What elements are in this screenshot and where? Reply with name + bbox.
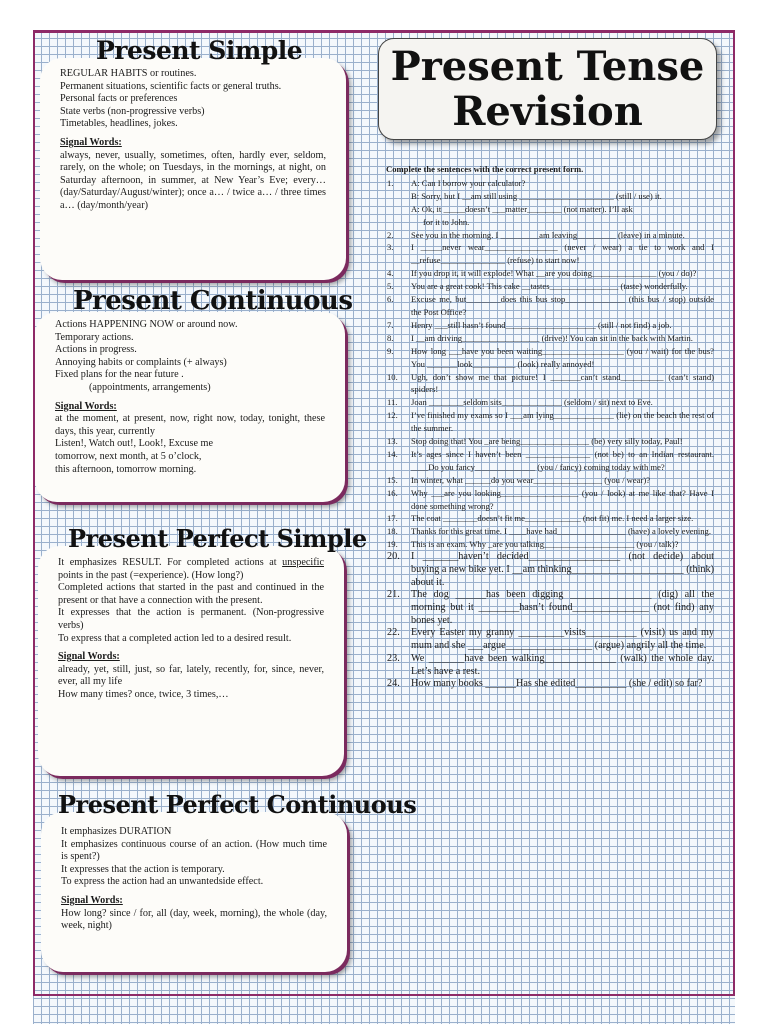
exercise-item bbox=[386, 551, 714, 589]
item-number: 14. bbox=[387, 448, 398, 459]
exercise-instruction: Complete the sentences with the correct present form. bbox=[386, 164, 584, 174]
signal-words-label: Signal Words: bbox=[60, 136, 122, 148]
present-continuous-box bbox=[35, 312, 345, 502]
item-text: In winter, what ______do you wear________________ (you / wear)? bbox=[411, 474, 651, 485]
item-number: 2. bbox=[387, 229, 394, 240]
exercise-item bbox=[386, 293, 714, 319]
item-text: I __am driving__________________ (drive)! You can sit in the back with Martin. bbox=[411, 332, 693, 343]
exercise-item bbox=[386, 448, 714, 474]
present-perfect-continuous-title: Present Perfect Continuous bbox=[58, 790, 417, 819]
exercise-item bbox=[386, 177, 714, 229]
item-number: 11. bbox=[387, 397, 398, 408]
item-number: 24. bbox=[387, 678, 400, 690]
signal-words-label: Signal Words: bbox=[61, 894, 123, 906]
dialogue-line: B: Sorry, but I __am still using ______________________ (still / use) it. bbox=[411, 190, 662, 201]
exercise-item bbox=[386, 241, 714, 267]
text-line: REGULAR HABITS or routines. bbox=[60, 68, 197, 79]
text-line: Personal facts or preferences bbox=[60, 93, 178, 105]
exercise-item bbox=[386, 512, 714, 525]
item-text: Thanks for this great time. I ____have had________________ (have) a lovely evening. bbox=[411, 526, 711, 537]
exercise-item bbox=[386, 267, 714, 280]
exercise-item bbox=[386, 627, 714, 652]
item-number: 15. bbox=[387, 474, 398, 485]
item-number: 7. bbox=[387, 319, 394, 330]
text-line: Timetables, headlines, jokes. bbox=[60, 118, 178, 130]
text-line: Annoying habits or complaints (+ always) bbox=[55, 356, 227, 368]
item-text: I _______haven’t decided__________________ (not decide) about buying a new bike yet. I __am thinking______________________ (think) about it. bbox=[411, 551, 714, 588]
dialogue-line: for it to John. bbox=[423, 216, 470, 227]
item-number: 10. bbox=[387, 371, 398, 382]
text-line: Fixed plans for the near future . bbox=[55, 369, 184, 381]
item-number: 16. bbox=[387, 487, 398, 498]
item-text: See you in the morning. I _________am leaving_________ (leave) in a minute. bbox=[411, 229, 685, 240]
present-perfect-simple-box bbox=[38, 546, 344, 776]
text-line: To express that a completed action led to a desired result. bbox=[58, 632, 292, 644]
item-text: It’s ages since I haven’t been _______________ (not be) to an Indian restaurant. ____Do you fancy______________ (you / fancy) coming today with me? bbox=[411, 448, 714, 472]
item-text: This is an exam. Why _are you talking_____________________ (you / talk)? bbox=[411, 539, 679, 550]
signal-words-line: at the moment, at present, now, right now, today, tonight, these days, this year, currently bbox=[55, 413, 325, 437]
item-text: Excuse me, but________does this bus stop______________ (this bus / stop) outside the Post Office? bbox=[411, 294, 714, 317]
page-title-line2: Revision bbox=[452, 88, 643, 135]
exercise-item bbox=[386, 487, 714, 513]
exercise-item bbox=[386, 371, 714, 397]
item-text: I’ve finished my exams so I ___am lying______________ (lie) on the beach the rest of the summer. bbox=[411, 410, 714, 434]
item-text: If you drop it, it will explode! What __are you doing_______________ (you / do)? bbox=[411, 268, 697, 279]
underlined-word: unspecific bbox=[282, 557, 324, 568]
item-number: 4. bbox=[387, 268, 394, 279]
signal-words-label: Signal Words: bbox=[55, 400, 117, 412]
exercise-item bbox=[386, 409, 714, 435]
present-perfect-simple-title: Present Perfect Simple bbox=[68, 524, 367, 553]
exercise-item bbox=[386, 678, 714, 691]
item-number: 8. bbox=[387, 332, 394, 343]
exercise-item bbox=[386, 319, 714, 332]
item-text: You are a great cook! This cake __tastes________________ (taste) wonderfully. bbox=[411, 281, 688, 292]
signal-words-label: Signal Words: bbox=[58, 651, 120, 663]
item-text: How long ___have you been waiting___________________ (you / wait) for the bus? You _______look__________ (look) really annoyed! bbox=[411, 345, 714, 369]
text-line: It emphasizes DURATION bbox=[61, 826, 172, 837]
item-text: Joan ________seldom sits______________ (seldom / sit) next to Eve. bbox=[411, 397, 653, 408]
item-text: Ugh, don’t show me that picture! I _______can’t stand__________ (can’t stand) spiders! bbox=[411, 371, 714, 395]
present-simple-title: Present Simple bbox=[96, 36, 303, 65]
item-number: 18. bbox=[387, 526, 398, 537]
item-number: 22. bbox=[387, 627, 400, 639]
item-number: 6. bbox=[387, 294, 394, 305]
item-number: 9. bbox=[387, 345, 394, 356]
signal-words-line: Listen!, Watch out!, Look!, Excuse me bbox=[55, 438, 213, 450]
text-line bbox=[58, 557, 324, 582]
item-number: 3. bbox=[387, 242, 394, 253]
item-number: 5. bbox=[387, 281, 394, 292]
text-line: Completed actions that started in the past and continued in the present or that have a connection with the present. bbox=[58, 582, 324, 606]
item-number: 21. bbox=[387, 589, 400, 601]
dialogue-line: A: Can I borrow your calculator? bbox=[411, 177, 526, 188]
item-text: Stop doing that! You _are being________________ (be) very silly today, Paul! bbox=[411, 436, 683, 447]
exercise-list bbox=[386, 177, 714, 691]
exercise-item bbox=[386, 525, 714, 538]
item-text: We _______have been walking______________ (walk) the whole day. Let’s have a rest. bbox=[411, 652, 714, 677]
signal-words-line: tomorrow, next month, at 5 o’clock, bbox=[55, 450, 202, 462]
page-title-line1: Present Tense bbox=[390, 43, 705, 90]
present-perfect-continuous-box bbox=[41, 812, 347, 972]
item-text: Why ___are you looking__________________ (you / look) at me like that? Have I done something wrong? bbox=[411, 487, 714, 511]
item-number: 20. bbox=[387, 551, 400, 563]
exercise-item bbox=[386, 435, 714, 448]
item-text: I _____never wear_________________ (never / wear) a tie to work and I __refuse_______________ (refuse) to start now! bbox=[411, 242, 714, 266]
dialogue-line: A: Ok, it _____doesn’t ___matter________ (not matter). I’ll ask bbox=[411, 203, 633, 214]
signal-words-text: How long? since / for, all (day, week, morning), the whole (day, week, night) bbox=[61, 907, 327, 932]
text-line: State verbs (non-progressive verbs) bbox=[60, 105, 205, 117]
text-line: To express the action had an unwantedside effect. bbox=[61, 876, 264, 888]
text-line: Actions in progress. bbox=[55, 344, 137, 356]
item-text: The dog ______has been digging ________________ (dig) all the morning but it ________hasn’t found_______________ (not find) any bones yet. bbox=[411, 589, 714, 626]
exercise-item bbox=[386, 332, 714, 345]
item-text: The coat ________doesn’t fit me_____________ (not fit) me. I need a larger size. bbox=[411, 513, 694, 524]
text-fragment: It emphasizes RESULT. For completed actions at bbox=[58, 557, 283, 568]
text-line: It expresses that the action is temporary. bbox=[61, 863, 225, 875]
exercise-item bbox=[386, 396, 714, 409]
item-number: 12. bbox=[387, 410, 398, 421]
text-line: Actions HAPPENING NOW or around now. bbox=[55, 319, 238, 330]
exercise-section bbox=[386, 163, 714, 691]
text-line: Permanent situations, scientific facts or general truths. bbox=[60, 80, 282, 92]
exercise-item bbox=[386, 229, 714, 242]
item-text: How many books ______Has she edited__________ (she / edit) so far? bbox=[411, 678, 703, 690]
present-simple-box bbox=[40, 58, 346, 280]
exercise-item bbox=[386, 538, 714, 551]
signal-words-line: this afternoon, tomorrow morning. bbox=[55, 463, 197, 475]
exercise-item bbox=[386, 345, 714, 371]
item-number: 19. bbox=[387, 539, 398, 550]
exercise-item bbox=[386, 653, 714, 678]
item-number: 23. bbox=[387, 652, 400, 664]
item-number: 13. bbox=[387, 436, 398, 447]
present-continuous-title: Present Continuous bbox=[73, 286, 353, 316]
text-line: It expresses that the action is permanent. (Non-progressive verbs) bbox=[58, 607, 324, 631]
text-line: It emphasizes continuous course of an action. (How much time is spent?) bbox=[61, 838, 327, 863]
text-fragment: points in the past (=experience). (How long?) bbox=[58, 569, 244, 581]
exercise-item bbox=[386, 589, 714, 627]
title-banner bbox=[378, 38, 717, 140]
signal-words-line: How many times? once, twice, 3 times,… bbox=[58, 688, 229, 700]
item-text: Henry ___still hasn’t found_____________________ (still / not find) a job. bbox=[411, 319, 672, 330]
item-text: Every Easter my granny _________visits__________ (visit) us and my mum and she ___argue_________________ (argue) angrily all the time. bbox=[411, 627, 714, 652]
item-number: 17. bbox=[387, 513, 398, 524]
signal-words-text: always, never, usually, sometimes, often, hardly ever, seldom, rarely, on the whole; on Tuesdays, in the mornings, at night, on Saturday afternoon, in summer, at New Year’s Eve; every… (day/Saturday/August/winter); once a… / twice a… / three times a… (day/month/year) bbox=[60, 149, 326, 211]
item-number: 1. bbox=[387, 177, 394, 188]
plans-note: (appointments, arrangements) bbox=[89, 381, 211, 393]
exercise-item bbox=[386, 474, 714, 487]
exercise-item bbox=[386, 280, 714, 293]
signal-words-line: already, yet, still, just, so far, lately, recently, for, since, never, ever, all my life bbox=[58, 663, 324, 688]
text-line: Temporary actions. bbox=[55, 331, 134, 343]
